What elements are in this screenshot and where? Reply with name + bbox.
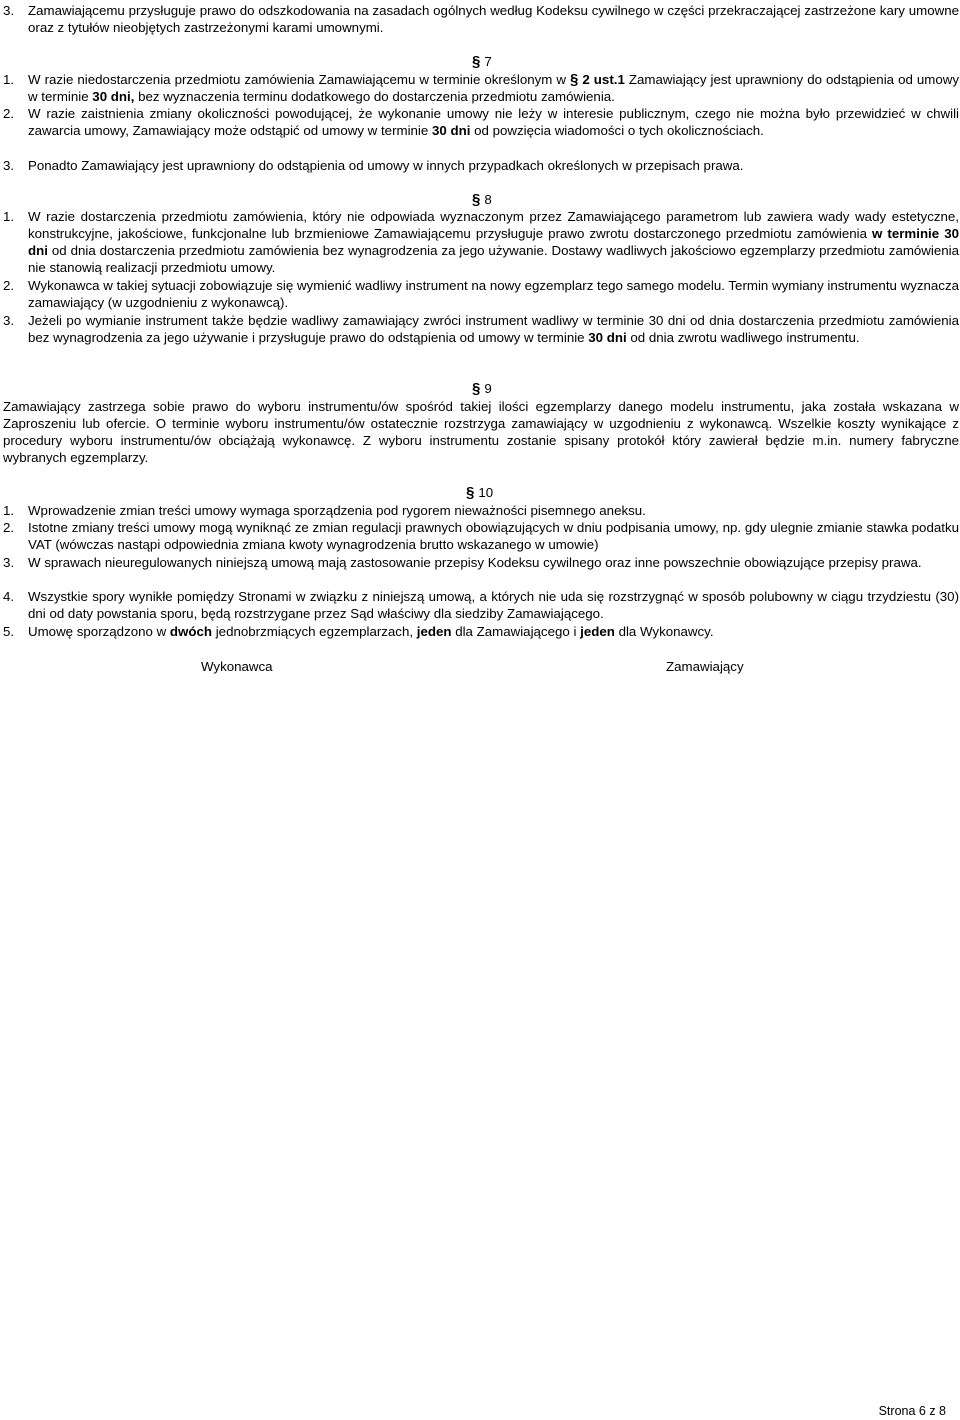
list-number: 1. xyxy=(3,72,15,87)
section-10-item-3 xyxy=(3,554,959,571)
section-reference: 2 ust.1 xyxy=(582,72,625,87)
section-10-item-2 xyxy=(3,519,959,553)
section-9-heading xyxy=(472,380,512,397)
list-number: 2. xyxy=(3,278,15,293)
list-number: 5. xyxy=(3,624,15,639)
list-text: Istotne zmiany treści umowy mogą wyniknąć ze zmian regulacji prawnych obowiązujących w dniu podpisania umowy, np. gdy ulegnie zmianie stawka podatku VAT (wówczas nastąpi odpowiednia zmiana kwoty wynagrodzenia brutto wskazanego w umowie) xyxy=(28,520,959,552)
list-text: Wszystkie spory wynikłe pomiędzy Stronami w związku z niniejszą umową, a których nie uda się rozstrzygnąć w sposób polubowny w ciągu trzydziestu (30) dni od daty powstania sporu, będą rozstrzygane przez Sąd właściwy dla siedziby Zamawiającego. xyxy=(28,589,959,621)
list-number: 2. xyxy=(3,520,15,535)
list-text: Wykonawca w takiej sytuacji zobowiązuje się wymienić wadliwy instrument na nowy egzemplarz tego samego modelu. Termin wymiany instrumentu wyznacza zamawiający (w uzgodnieniu z wykonawcą). xyxy=(28,278,959,310)
section-10-item-4 xyxy=(3,588,959,622)
section-10-heading xyxy=(466,484,506,501)
section-9-paragraph: Zamawiający zastrzega sobie prawo do wyboru instrumentu/ów spośród takiej ilości egzemplarzy danego modelu instrumentu, jaka została wskazana w Zaproszeniu lub ofercie. O terminie wyboru instrumentu/ów ostatecznie rozstrzyga zamawiający w uzgodnieniu z wykonawcą. Wszelkie koszty wynikające z procedury wyboru instrumentu/ów obciążają wykonawcę. Z wyboru instrumentu zostanie spisany protokół który zawierał będzie m.in. numery fabryczne wybranych egzemplarzy. xyxy=(3,399,959,465)
list-number: 1. xyxy=(3,503,15,518)
intro-item-3 xyxy=(3,2,959,36)
section-mark: § xyxy=(472,191,481,208)
section-10-item-5 xyxy=(3,623,959,640)
section-number: 8 xyxy=(484,192,492,207)
list-number: 3. xyxy=(3,3,15,18)
section-10-item-1 xyxy=(3,502,959,519)
section-7-item-1 xyxy=(3,71,959,105)
section-7-heading xyxy=(472,53,512,70)
section-mark: § xyxy=(570,71,579,88)
list-number: 1. xyxy=(3,209,15,224)
signature-client: Zamawiający xyxy=(666,659,744,674)
section-7-item-3 xyxy=(3,157,959,174)
list-text: W razie zaistnienia zmiany okoliczności powodującej, że wykonanie umowy nie leży w interesie publicznym, czego nie można było przewidzieć w chwili zawarcia umowy, Zamawiający może odstąpić od umowy w terminie 30 dni od powzięcia wiadomości o tych okolicznościach. xyxy=(28,106,959,138)
section-mark: § xyxy=(472,53,481,70)
section-8-heading xyxy=(472,191,512,208)
section-number: 9 xyxy=(484,381,492,396)
list-number: 3. xyxy=(3,555,15,570)
list-text: Umowę sporządzono w dwóch jednobrzmiących egzemplarzach, jeden dla Zamawiającego i jeden dla Wykonawcy. xyxy=(28,624,714,639)
list-number: 3. xyxy=(3,313,15,328)
list-text: Jeżeli po wymianie instrument także będzie wadliwy zamawiający zwróci instrument wadliwy w terminie 30 dni od dnia dostarczenia przedmiotu zamówienia bez wynagrodzenia za jego używanie i przysługuje prawo do odstąpienia od umowy w terminie 30 dni od dnia zwrotu wadliwego instrumentu. xyxy=(28,313,959,345)
list-text: W razie niedostarczenia przedmiotu zamówienia Zamawiającemu w terminie określonym w § 2 ust.1 Zamawiający jest uprawniony do odstąpienia od umowy w terminie 30 dni, bez wyznaczenia terminu dodatkowego do dostarczenia przedmiotu zamówienia. xyxy=(28,71,960,104)
list-text: Zamawiającemu przysługuje prawo do odszkodowania na zasadach ogólnych według Kodeksu cywilnego w części przekraczającej zastrzeżone kary umowne oraz z tytułów nieobjętych zastrzeżonymi karami umownymi. xyxy=(28,3,959,35)
section-8-item-2 xyxy=(3,277,959,311)
section-number: 10 xyxy=(478,485,494,500)
list-text: Wprowadzenie zmian treści umowy wymaga sporządzenia pod rygorem nieważności pisemnego aneksu. xyxy=(28,503,646,518)
section-8-item-3 xyxy=(3,312,959,346)
list-number: 4. xyxy=(3,589,15,604)
list-number: 2. xyxy=(3,106,15,121)
list-text: W sprawach nieuregulowanych niniejszą umową mają zastosowanie przepisy Kodeksu cywilnego oraz inne powszechnie obowiązujące przepisy prawa. xyxy=(28,555,922,570)
section-8-item-1 xyxy=(3,208,959,276)
section-mark: § xyxy=(466,484,475,501)
signature-contractor: Wykonawca xyxy=(201,659,273,674)
list-number: 3. xyxy=(3,158,15,173)
section-number: 7 xyxy=(484,54,492,69)
list-text: Ponadto Zamawiający jest uprawniony do odstąpienia od umowy w innych przypadkach określonych w przepisach prawa. xyxy=(28,158,744,173)
section-7-item-2 xyxy=(3,105,959,139)
section-mark: § xyxy=(472,380,481,397)
list-text: W razie dostarczenia przedmiotu zamówienia, który nie odpowiada wyznaczonym przez Zamawiającego parametrom lub zawiera wady wady estetyczne, konstrukcyjne, jakościowe, funkcjonalne lub brzmieniowe Zamawiającemu przysługuje prawo zwrotu dostarczonego przedmiotu zamówienia w terminie 30 dni od dnia dostarczenia przedmiotu zamówienia bez wynagrodzenia za jego używanie. Dostawy wadliwych jakościowo egzemplarzy przedmiotu zamówienia nie stanowią realizacji przedmiotu umowy. xyxy=(28,209,960,275)
page-number: Strona 6 z 8 xyxy=(878,1404,946,1418)
